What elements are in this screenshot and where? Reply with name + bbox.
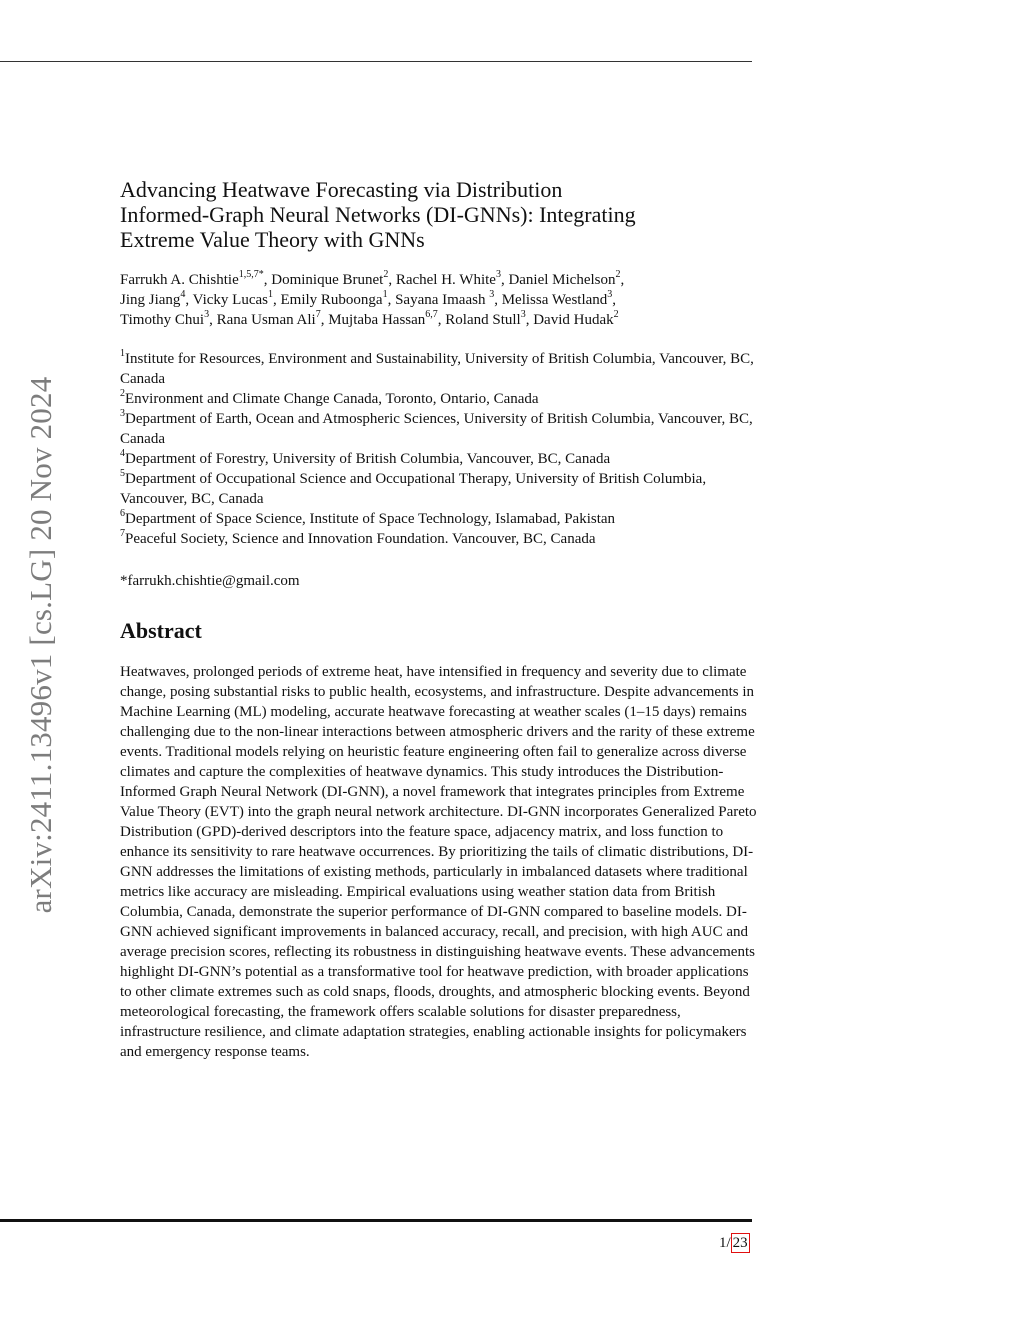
affiliation: $^4$Department of Forestry, University of British Columbia, Vancouver, BC, Canada: [120, 448, 611, 467]
affiliation-list: [120, 349, 765, 549]
page-total-link[interactable]: 23: [732, 1235, 748, 1251]
author: Rana Usman Ali$^7$,: [216, 309, 329, 328]
page-counter: [719, 1233, 750, 1253]
top-rule: [0, 61, 752, 62]
author: Rachel H. White$^3$,: [395, 269, 509, 288]
author: Roland Stull$^3$,: [445, 309, 534, 328]
paper-title: [120, 177, 760, 252]
author: Jing Jiang$^4$,: [120, 289, 193, 308]
author: Mujtaba Hassan$^{6,7}$,: [328, 309, 446, 328]
author-list: [120, 270, 765, 330]
author: Sayana Imaash $^3$,: [395, 289, 502, 308]
title-line: Advancing Heatwave Forecasting via Distribution: [120, 177, 563, 202]
author: Emily Ruboonga$^1$,: [280, 289, 396, 308]
affiliation: $^6$Department of Space Science, Institute of Space Technology, Islamabad, Pakistan: [120, 508, 616, 527]
author: Melissa Westland$^3$,: [501, 289, 617, 308]
bottom-rule: [0, 1219, 752, 1222]
author: Daniel Michelson$^2$,: [508, 269, 625, 288]
affiliation: $^7$Peaceful Society, Science and Innovation Foundation. Vancouver, BC, Canada: [120, 528, 596, 547]
arxiv-identifier: arXiv:2411.13496v1 [cs.LG] 20 Nov 2024: [23, 376, 58, 914]
affiliation: $^5$Department of Occupational Science and Occupational Therapy, University of British Columbia, Vancouver, BC, Canada: [120, 468, 707, 507]
page-current: 1: [719, 1235, 727, 1251]
corresponding-email[interactable]: *farrukh.chishtie@gmail.com: [120, 573, 300, 589]
abstract-heading: Abstract: [120, 618, 202, 643]
author: Timothy Chui$^3$,: [120, 309, 217, 328]
author: Dominique Brunet$^2$,: [271, 269, 396, 288]
abstract-body: Heatwaves, prolonged periods of extreme heat, have intensified in frequency and severity due to climate change, posing substantial risks to public health, ecosystems, and infrastructure. Despite advancements in Machine Learning (ML) modeling, accurate heatwave forecasting at weather scales (1–15 days) remains challenging due to the non-linear interactions between atmospheric drivers and the rarity of these extreme events. Traditional models relying on heuristic feature engineering often fail to generalize across diverse climates and capture the complexities of heatwave dynamics. This study introduces the Distribution-Informed Graph Neural Network (DI-GNN), a novel framework that integrates principles from Extreme Value Theory (EVT) into the graph neural network architecture. DI-GNN incorporates Generalized Pareto Distribution (GPD)-derived descriptors into the feature space, adjacency matrix, and loss function to enhance its sensitivity to rare heatwave occurrences. By prioritizing the tails of climatic distributions, DI-GNN addresses the limitations of existing methods, particularly in imbalanced datasets where traditional metrics like accuracy are misleading. Empirical evaluations using weather station data from British Columbia, Canada, demonstrate the superior performance of DI-GNN compared to baseline models. DI-GNN achieved significant improvements in balanced accuracy, recall, and precision, with high AUC and average precision scores, reflecting its robustness in distinguishing heatwave events. These advancements highlight DI-GNN’s potential as a transformative tool for heatwave prediction, with broader applications to other climate extremes such as cold snaps, floods, droughts, and atmospheric blocking events. Beyond meteorological forecasting, the framework offers scalable solutions for disaster preparedness, infrastructure resilience, and climate adaptation strategies, enabling actionable insights for policymakers and emergency response teams.: [120, 664, 757, 1060]
author: Farrukh A. Chishtie$^{1,5,7*}$,: [120, 269, 272, 288]
page-separator: /: [726, 1235, 731, 1251]
title-line: Extreme Value Theory with GNNs: [120, 227, 425, 252]
affiliation: $^2$Environment and Climate Change Canada, Toronto, Ontario, Canada: [120, 388, 539, 407]
affiliation: $^3$Department of Earth, Ocean and Atmospheric Sciences, University of British Columbia, Vancouver, BC, Canada: [120, 408, 753, 447]
author: David Hudak$^2$: [533, 309, 619, 328]
author: Vicky Lucas$^1$,: [192, 289, 281, 308]
affiliation: $^1$Institute for Resources, Environment and Sustainability, University of British Columbia, Vancouver, BC, Canada: [120, 348, 754, 387]
title-line: Informed-Graph Neural Networks (DI-GNNs): Integrating: [120, 202, 636, 227]
